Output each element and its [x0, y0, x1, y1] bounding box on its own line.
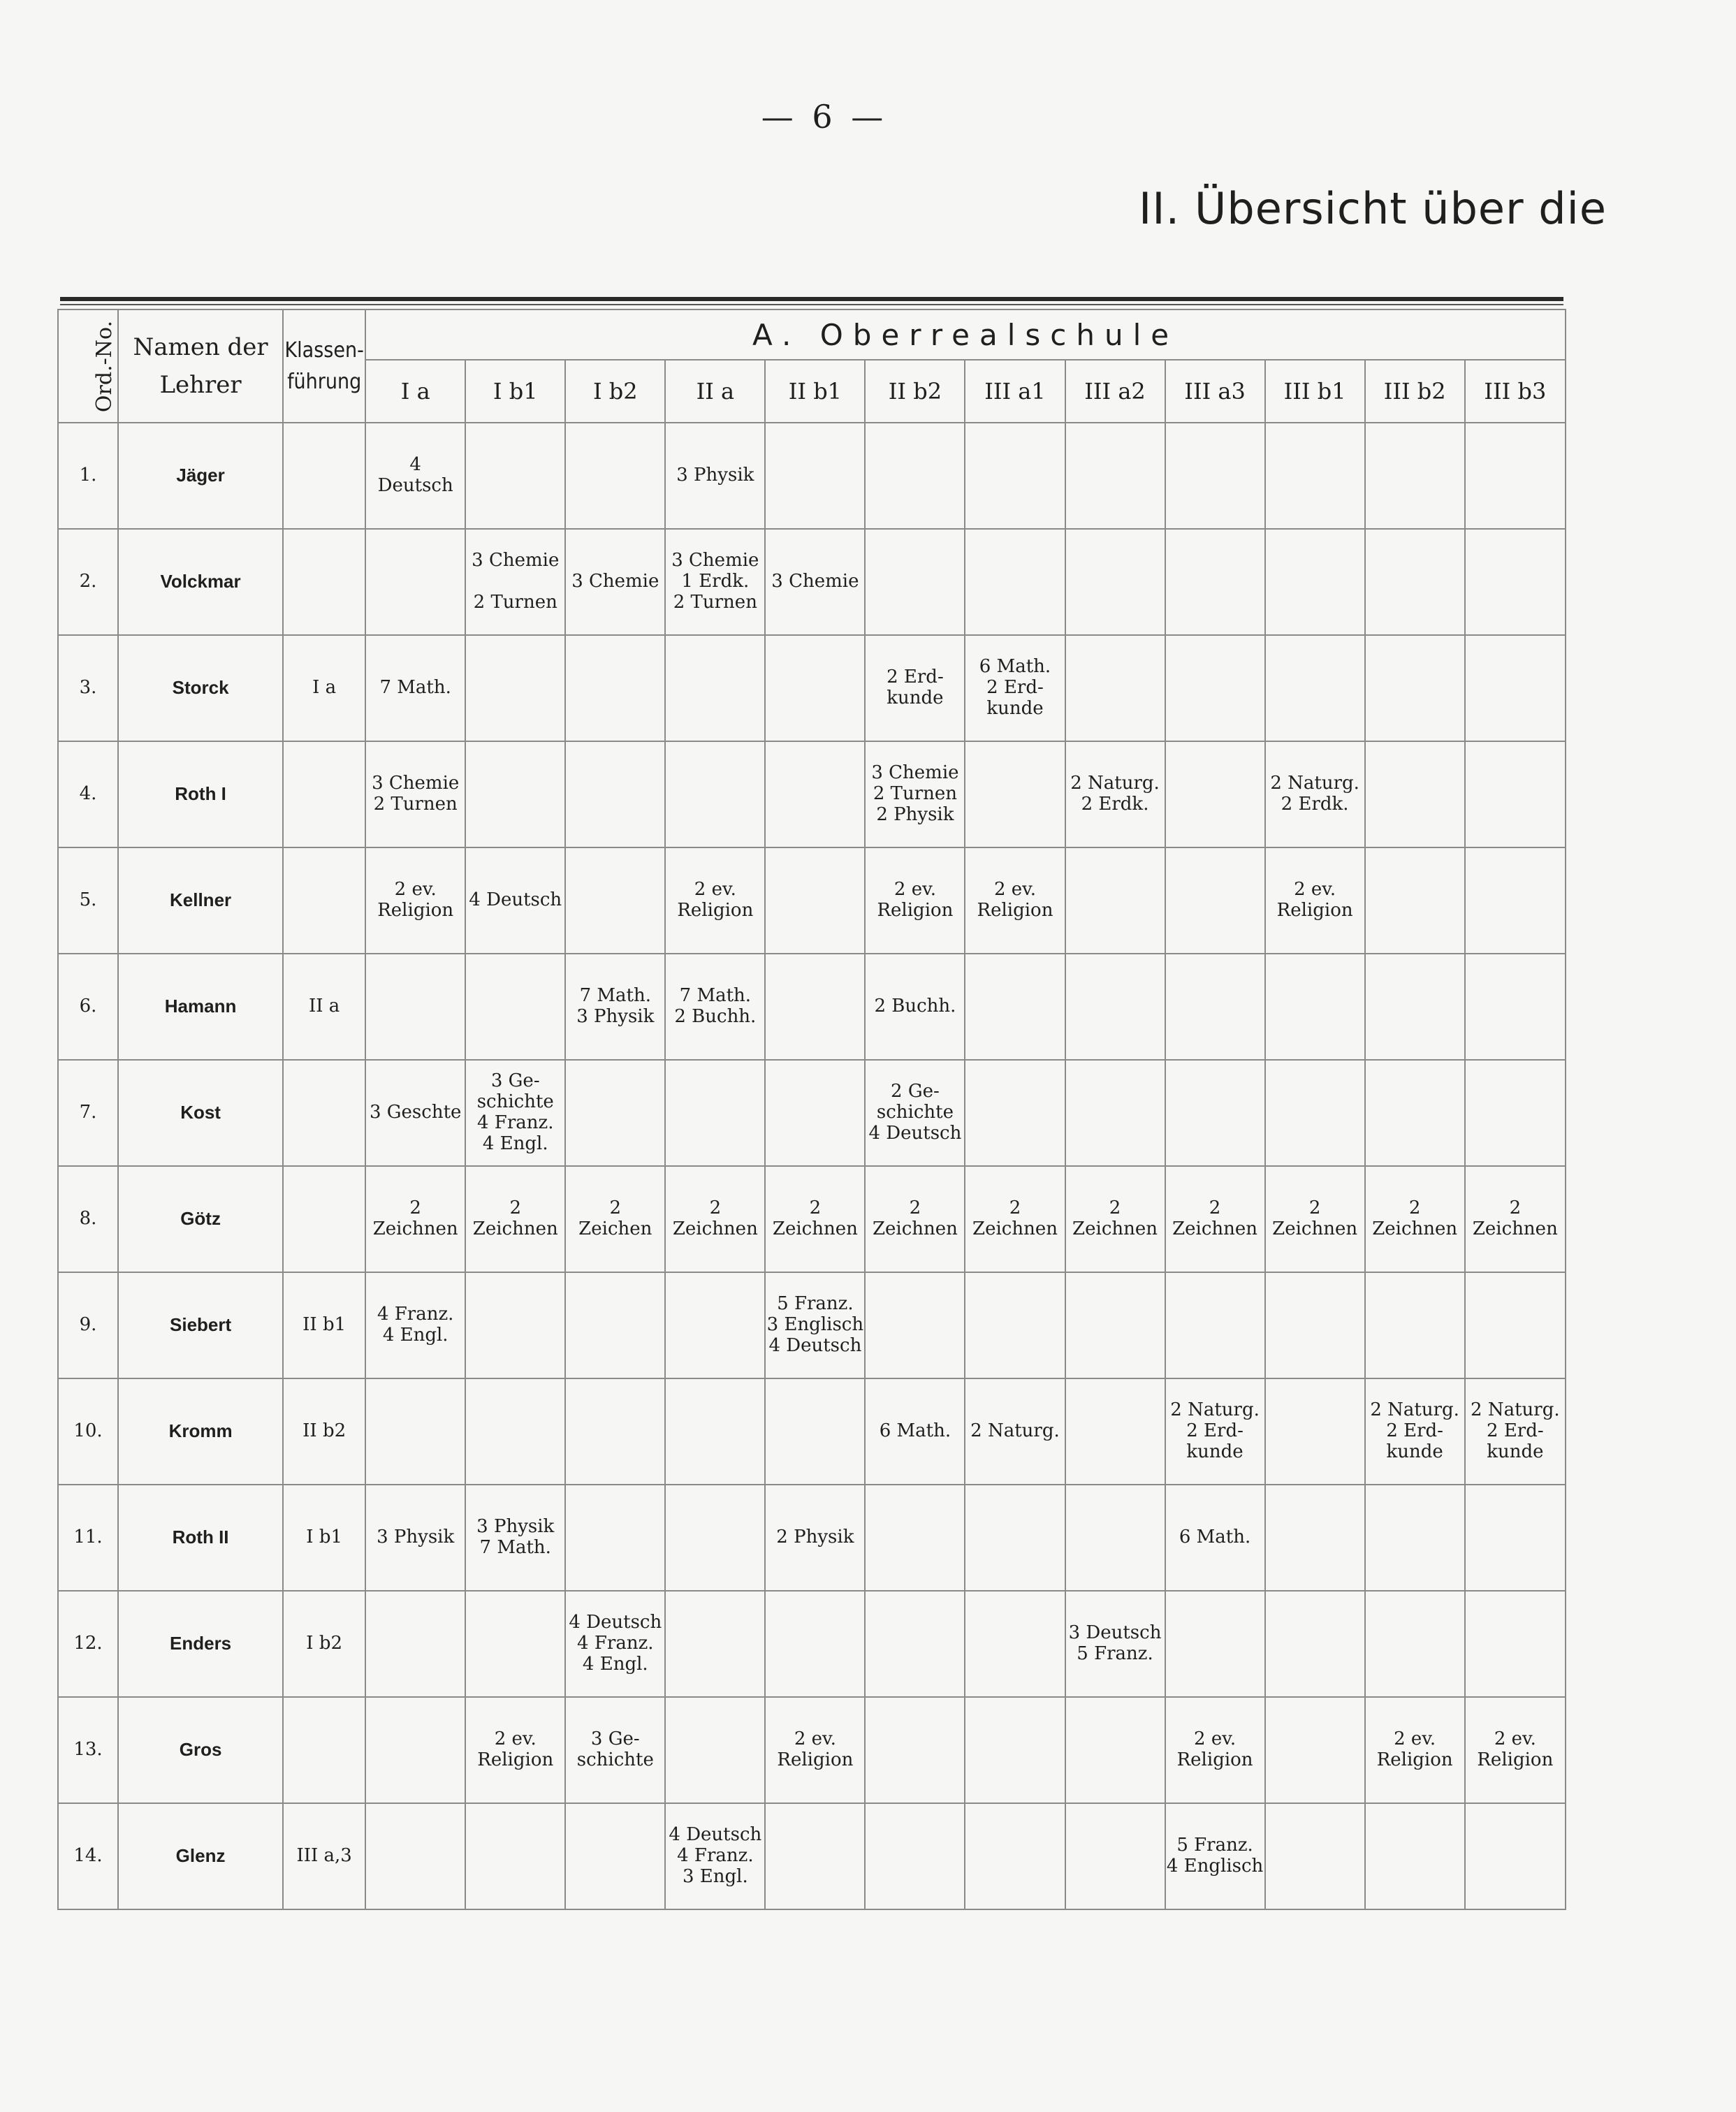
teacher-name: Enders: [118, 1591, 283, 1697]
lesson-cell: [1365, 529, 1465, 635]
class-header-cell: II a: [665, 360, 765, 423]
lesson-cell: [665, 1060, 765, 1166]
lesson-cell: [1165, 1591, 1265, 1697]
lesson-cell: [965, 1060, 1065, 1166]
lesson-cell: [965, 529, 1065, 635]
table-row: [58, 1272, 1566, 1378]
teacher-name: Jäger: [118, 423, 283, 529]
lesson-cell: [1065, 1060, 1165, 1166]
lesson-cell: 2 ev. Religion: [665, 847, 765, 954]
lesson-cell: 3 Ge- schichte 4 Franz. 4 Engl.: [465, 1060, 565, 1166]
row-number: 8.: [58, 1166, 118, 1272]
klassenfuehrung: [283, 1166, 365, 1272]
klassenfuehrung: [283, 847, 365, 954]
lesson-cell: [365, 529, 465, 635]
class-header-cell: III b3: [1465, 360, 1566, 423]
lesson-cell: [1265, 1591, 1365, 1697]
lesson-cell: [865, 1803, 965, 1909]
lesson-cell: 6 Math.: [865, 1378, 965, 1485]
class-header-cell: III a1: [965, 360, 1065, 423]
lesson-cell: [1365, 1060, 1465, 1166]
lesson-cell: [1065, 1272, 1165, 1378]
lesson-cell: 4 Deutsch: [465, 847, 565, 954]
row-number: 7.: [58, 1060, 118, 1166]
lesson-cell: [1165, 954, 1265, 1060]
klassenfuehrung: II b1: [283, 1272, 365, 1378]
lesson-cell: [965, 1803, 1065, 1909]
lesson-cell: 3 Chemie 1 Erdk. 2 Turnen: [665, 529, 765, 635]
klassenfuehrung: [283, 529, 365, 635]
lesson-cell: [1465, 1803, 1566, 1909]
class-header-cell: II b2: [865, 360, 965, 423]
lesson-cell: [1465, 1485, 1566, 1591]
lesson-cell: 2 Naturg. 2 Erd- kunde: [1365, 1378, 1465, 1485]
row-number: 14.: [58, 1803, 118, 1909]
lesson-cell: [865, 1591, 965, 1697]
teacher-name: Kost: [118, 1060, 283, 1166]
lesson-cell: [565, 741, 665, 847]
klassenfuehrung: [283, 1060, 365, 1166]
lesson-cell: 6 Math.: [1165, 1485, 1265, 1591]
lesson-cell: [365, 1591, 465, 1697]
class-header-cell: III a2: [1065, 360, 1165, 423]
lesson-cell: 3 Ge- schichte: [565, 1697, 665, 1803]
lesson-cell: [1065, 1803, 1165, 1909]
table-body: [58, 423, 1566, 1909]
lesson-cell: 2 Zeichnen: [465, 1166, 565, 1272]
lesson-cell: [665, 1485, 765, 1591]
lesson-cell: [765, 423, 865, 529]
teacher-name: Volckmar: [118, 529, 283, 635]
teacher-name: Roth I: [118, 741, 283, 847]
class-header-cell: I a: [365, 360, 465, 423]
klassenfuehrung: I b1: [283, 1485, 365, 1591]
lesson-cell: [965, 954, 1065, 1060]
lesson-cell: 2 Zeichnen: [1065, 1166, 1165, 1272]
lesson-cell: 2 Zeichnen: [865, 1166, 965, 1272]
lesson-cell: 2 Zeichnen: [665, 1166, 765, 1272]
lesson-cell: 2 Zeichnen: [1265, 1166, 1365, 1272]
lesson-cell: [1365, 1272, 1465, 1378]
lesson-cell: [565, 1803, 665, 1909]
lesson-cell: 2 Zeichnen: [1465, 1166, 1566, 1272]
lesson-cell: [565, 635, 665, 741]
lesson-cell: [1065, 954, 1165, 1060]
lesson-cell: 2 Ge- schichte 4 Deutsch: [865, 1060, 965, 1166]
lesson-cell: [1065, 423, 1165, 529]
section-title: II. Übersicht über die: [1138, 183, 1607, 234]
lesson-cell: [1265, 1378, 1365, 1485]
lesson-cell: 7 Math.: [365, 635, 465, 741]
lesson-cell: [1265, 1272, 1365, 1378]
table-row: [58, 1378, 1566, 1485]
lesson-cell: [1165, 423, 1265, 529]
lesson-cell: [1465, 1272, 1566, 1378]
lesson-cell: 4 Franz. 4 Engl.: [365, 1272, 465, 1378]
lesson-cell: 2 ev. Religion: [1265, 847, 1365, 954]
lesson-cell: [1265, 529, 1365, 635]
lesson-cell: 3 Chemie: [565, 529, 665, 635]
lesson-cell: [865, 423, 965, 529]
top-rule-thin: [60, 304, 1563, 305]
lesson-cell: [465, 423, 565, 529]
lesson-cell: [765, 635, 865, 741]
table-row: [58, 1591, 1566, 1697]
class-header-cell: III a3: [1165, 360, 1265, 423]
lesson-cell: 2 ev. Religion: [1365, 1697, 1465, 1803]
lesson-cell: 2 ev. Religion: [465, 1697, 565, 1803]
lesson-cell: 2 ev. Religion: [1165, 1697, 1265, 1803]
lesson-cell: [565, 1060, 665, 1166]
lesson-cell: 4 Deutsch 4 Franz. 4 Engl.: [565, 1591, 665, 1697]
klassenfuehrung: I b2: [283, 1591, 365, 1697]
lesson-cell: 2 Zeichnen: [765, 1166, 865, 1272]
lesson-cell: 2 Naturg.: [965, 1378, 1065, 1485]
lesson-cell: [1265, 423, 1365, 529]
lesson-cell: [1365, 635, 1465, 741]
lesson-cell: [1165, 741, 1265, 847]
lesson-cell: 2 ev. Religion: [1465, 1697, 1566, 1803]
lesson-cell: [765, 847, 865, 954]
lesson-cell: [965, 423, 1065, 529]
lesson-cell: [1165, 529, 1265, 635]
klassenfuehrung: III a,3: [283, 1803, 365, 1909]
row-number: 4.: [58, 741, 118, 847]
lesson-cell: 2 Buchh.: [865, 954, 965, 1060]
lesson-cell: [965, 1485, 1065, 1591]
lesson-cell: [1365, 741, 1465, 847]
class-header-cell: I b1: [465, 360, 565, 423]
table-row: [58, 741, 1566, 847]
lesson-cell: 3 Physik 7 Math.: [465, 1485, 565, 1591]
lesson-cell: [965, 1272, 1065, 1378]
lesson-cell: 3 Deutsch 5 Franz.: [1065, 1591, 1165, 1697]
row-number: 6.: [58, 954, 118, 1060]
lesson-cell: [1465, 423, 1566, 529]
lesson-cell: [1365, 954, 1465, 1060]
row-number: 2.: [58, 529, 118, 635]
lesson-cell: 2 Naturg. 2 Erd- kunde: [1165, 1378, 1265, 1485]
lesson-cell: [465, 1272, 565, 1378]
header-school: A. Oberrealschule: [365, 309, 1566, 360]
lesson-cell: 2 Naturg. 2 Erdk.: [1265, 741, 1365, 847]
row-number: 9.: [58, 1272, 118, 1378]
lesson-cell: [565, 1485, 665, 1591]
lesson-cell: [665, 635, 765, 741]
lesson-cell: [1065, 1485, 1165, 1591]
lesson-cell: [1065, 529, 1165, 635]
lesson-cell: [365, 1378, 465, 1485]
lesson-cell: [865, 1697, 965, 1803]
lesson-cell: 3 Physik: [365, 1485, 465, 1591]
lesson-cell: [1465, 1591, 1566, 1697]
lesson-cell: 2 Zeichnen: [365, 1166, 465, 1272]
lesson-cell: 4 Deutsch: [365, 423, 465, 529]
klassenfuehrung: [283, 423, 365, 529]
lesson-cell: [965, 1697, 1065, 1803]
lesson-cell: [1365, 1803, 1465, 1909]
lesson-cell: [1265, 635, 1365, 741]
lesson-cell: 3 Chemie: [765, 529, 865, 635]
table-row: [58, 529, 1566, 635]
lesson-cell: [1465, 741, 1566, 847]
lesson-cell: 2 Zeichnen: [1365, 1166, 1465, 1272]
lesson-cell: [365, 1697, 465, 1803]
lesson-cell: [1365, 1591, 1465, 1697]
lesson-cell: [865, 1485, 965, 1591]
lesson-cell: 4 Deutsch 4 Franz. 3 Engl.: [665, 1803, 765, 1909]
lesson-cell: [1165, 1272, 1265, 1378]
teacher-name: Glenz: [118, 1803, 283, 1909]
header-ordno: Ord.-No.: [58, 309, 118, 423]
lesson-cell: [1065, 635, 1165, 741]
table-row: [58, 1697, 1566, 1803]
lesson-cell: [1065, 1378, 1165, 1485]
lesson-cell: 3 Physik: [665, 423, 765, 529]
lesson-cell: [1365, 423, 1465, 529]
klassenfuehrung: II a: [283, 954, 365, 1060]
lesson-cell: [1265, 1060, 1365, 1166]
lesson-cell: [465, 741, 565, 847]
class-header-cell: II b1: [765, 360, 865, 423]
row-number: 5.: [58, 847, 118, 954]
lesson-cell: [465, 954, 565, 1060]
lesson-cell: [465, 1378, 565, 1485]
lesson-cell: [1065, 1697, 1165, 1803]
lesson-cell: 5 Franz. 4 Englisch: [1165, 1803, 1265, 1909]
lesson-cell: [1165, 635, 1265, 741]
teacher-name: Götz: [118, 1166, 283, 1272]
lesson-cell: [1165, 847, 1265, 954]
table-row: [58, 635, 1566, 741]
lesson-cell: 6 Math. 2 Erd- kunde: [965, 635, 1065, 741]
lesson-cell: [665, 1272, 765, 1378]
lesson-cell: [1165, 1060, 1265, 1166]
klassenfuehrung: [283, 741, 365, 847]
lesson-cell: [1265, 954, 1365, 1060]
lesson-cell: [665, 1378, 765, 1485]
lesson-cell: [465, 1803, 565, 1909]
teacher-name: Storck: [118, 635, 283, 741]
lesson-cell: [865, 529, 965, 635]
lesson-cell: [1365, 1485, 1465, 1591]
class-header-cell: III b1: [1265, 360, 1365, 423]
lesson-cell: 2 Erd- kunde: [865, 635, 965, 741]
table-row: [58, 423, 1566, 529]
lesson-cell: [765, 1378, 865, 1485]
lesson-cell: [565, 847, 665, 954]
lesson-cell: [1465, 1060, 1566, 1166]
teacher-name: Kellner: [118, 847, 283, 954]
lesson-cell: 2 Zeichnen: [1165, 1166, 1265, 1272]
lesson-cell: [565, 1378, 665, 1485]
lesson-cell: 2 ev. Religion: [965, 847, 1065, 954]
teacher-name: Kromm: [118, 1378, 283, 1485]
lesson-cell: [1265, 1485, 1365, 1591]
teacher-schedule-table: [57, 309, 1566, 1910]
lesson-cell: 5 Franz. 3 Englisch 4 Deutsch: [765, 1272, 865, 1378]
lesson-cell: [365, 954, 465, 1060]
lesson-cell: [1065, 847, 1165, 954]
teacher-name: Hamann: [118, 954, 283, 1060]
teacher-name: Gros: [118, 1697, 283, 1803]
lesson-cell: 2 Physik: [765, 1485, 865, 1591]
lesson-cell: [665, 1591, 765, 1697]
klassenfuehrung: [283, 1697, 365, 1803]
lesson-cell: [1465, 529, 1566, 635]
lesson-cell: [1365, 847, 1465, 954]
lesson-cell: 2 Zeichnen: [965, 1166, 1065, 1272]
lesson-cell: 3 Chemie 2 Turnen: [465, 529, 565, 635]
lesson-cell: [1265, 1803, 1365, 1909]
lesson-cell: [965, 741, 1065, 847]
row-number: 1.: [58, 423, 118, 529]
lesson-cell: [765, 1060, 865, 1166]
lesson-cell: 2 ev. Religion: [865, 847, 965, 954]
table-row: [58, 1803, 1566, 1909]
lesson-cell: [1465, 635, 1566, 741]
lesson-cell: 2 ev. Religion: [765, 1697, 865, 1803]
row-number: 13.: [58, 1697, 118, 1803]
table-row: [58, 1485, 1566, 1591]
lesson-cell: [1465, 847, 1566, 954]
header-klassenfuehrung: Klassen-führung: [283, 309, 365, 423]
class-header-cell: III b2: [1365, 360, 1465, 423]
lesson-cell: [765, 1591, 865, 1697]
lesson-cell: 7 Math. 3 Physik: [565, 954, 665, 1060]
row-number: 3.: [58, 635, 118, 741]
lesson-cell: [765, 1803, 865, 1909]
lesson-cell: [565, 1272, 665, 1378]
lesson-cell: [565, 423, 665, 529]
table-row: [58, 847, 1566, 954]
lesson-cell: [465, 1591, 565, 1697]
lesson-cell: [865, 1272, 965, 1378]
klassenfuehrung: I a: [283, 635, 365, 741]
lesson-cell: 2 Naturg. 2 Erdk.: [1065, 741, 1165, 847]
lesson-cell: [765, 954, 865, 1060]
header-names: Namen der Lehrer: [118, 309, 283, 423]
lesson-cell: 3 Geschte: [365, 1060, 465, 1166]
lesson-cell: 7 Math. 2 Buchh.: [665, 954, 765, 1060]
lesson-cell: 3 Chemie 2 Turnen 2 Physik: [865, 741, 965, 847]
lesson-cell: [365, 1803, 465, 1909]
lesson-cell: [665, 1697, 765, 1803]
lesson-cell: [1465, 954, 1566, 1060]
row-number: 12.: [58, 1591, 118, 1697]
lesson-cell: [665, 741, 765, 847]
top-rule: [60, 297, 1563, 301]
table-row: [58, 954, 1566, 1060]
class-header-cell: I b2: [565, 360, 665, 423]
lesson-cell: [965, 1591, 1065, 1697]
teacher-name: Siebert: [118, 1272, 283, 1378]
lesson-cell: [1265, 1697, 1365, 1803]
klassenfuehrung: II b2: [283, 1378, 365, 1485]
row-number: 10.: [58, 1378, 118, 1485]
table-row: [58, 1060, 1566, 1166]
lesson-cell: 2 Zeichen: [565, 1166, 665, 1272]
row-number: 11.: [58, 1485, 118, 1591]
lesson-cell: [765, 741, 865, 847]
table-row: [58, 1166, 1566, 1272]
lesson-cell: [465, 635, 565, 741]
lesson-cell: 2 Naturg. 2 Erd- kunde: [1465, 1378, 1566, 1485]
teacher-name: Roth II: [118, 1485, 283, 1591]
lesson-cell: 3 Chemie 2 Turnen: [365, 741, 465, 847]
page-number: — 6 —: [761, 98, 888, 136]
lesson-cell: 2 ev. Religion: [365, 847, 465, 954]
